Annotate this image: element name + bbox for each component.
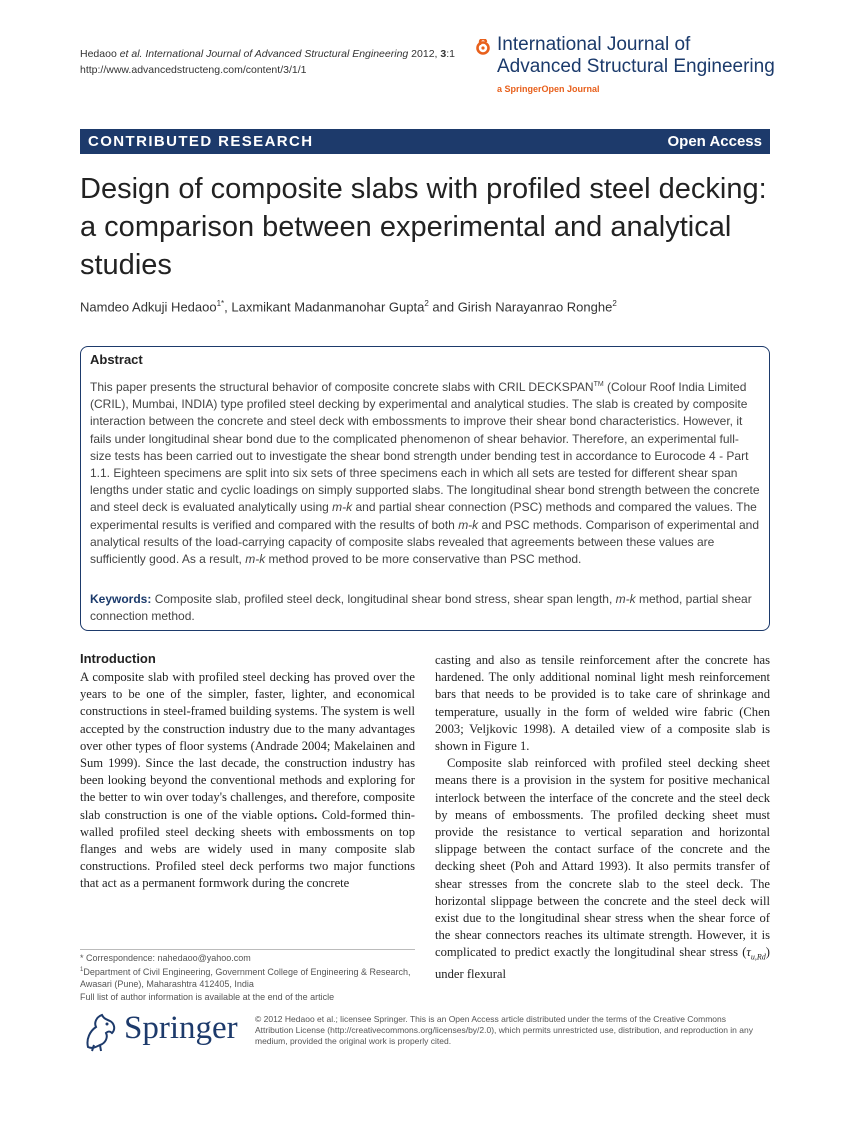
author-2: , Laxmikant Madanmanohar Gupta xyxy=(224,299,425,315)
affiliation-text: Department of Civil Engineering, Government College of Engineering & Research, Awasari (Pune), Maharashtra 412405, India xyxy=(80,967,411,990)
paragraph-text: Composite slab reinforced with profiled steel decking sheet means there is a provision in the system for positive mechanical interlock between the interface of the concrete and the steel deck by means of embossments. The profiled decking sheet must provide the resistance to vertical separation and horizontal slippage between the contact surface of the concrete and the decking sheet (Poh and Attard 1993). It also permits transfer of shear stresses from the concrete slab to the steel deck. The horizontal slippage between the concrete and the steel deck will exist due to the longitudinal shear stress when the shear force of the shear connectors reaches its ultimate strength. However, it is complicated to predict exactly the longitudinal shear stress ( xyxy=(435,756,770,960)
footnote-divider xyxy=(80,949,415,950)
affiliation-note xyxy=(80,964,420,990)
author-list xyxy=(80,295,770,316)
keywords-label: Keywords: xyxy=(90,592,152,606)
correspondence-note: * Correspondence: nahedaoo@yahoo.com xyxy=(80,953,251,963)
abstract-heading: Abstract xyxy=(90,352,143,367)
abstract-part: (Colour Roof India Limited (CRIL), Mumbai, INDIA) type profiled steel decking by experimental and analytical studies. The slab is created by composite interaction between the concrete and steel deck with embossments to improve their shear bond characteristics. However, it fails under longitudinal shear bond due to the complicated phenomenon of shear behavior. Therefore, an experimental full-size tests has been carried out to investigate the shear bond strength under bending test in accordance to Eurocode 4 - Part 1.1. Eighteen specimens are split into six sets of three specimens each in which all sets are tested for different shear span lengths under static and cyclic loadings on simply supported slabs. The longitudinal shear bond strength between the concrete and steel deck is evaluated analytically using xyxy=(90,380,760,515)
author-1: Namdeo Adkuji Hedaoo xyxy=(80,299,217,315)
citation-author: Hedaoo xyxy=(80,48,117,60)
citation-header xyxy=(80,46,455,78)
author-2-affiliation: 2 xyxy=(424,299,429,308)
license-text: © 2012 Hedaoo et al.; licensee Springer. This is an Open Access article distributed under the terms of the Creative Commons Attribution License (http://creativecommons.org/licenses/by/2.0), which permits unrestricted use, distribution, and reproduction in any medium, provided the original work is properly cited. xyxy=(255,1014,753,1046)
author-1-affiliation: 1* xyxy=(216,299,225,308)
journal-title-line1: International Journal of xyxy=(497,34,691,55)
intro-paragraph-2 xyxy=(435,755,770,983)
paragraph-text: . xyxy=(314,807,318,822)
tau-subscript: u,Rd xyxy=(750,952,766,962)
springer-horse-icon xyxy=(80,1011,120,1053)
citation-journal: et al. International Journal of Advanced Structural Engineering xyxy=(119,48,409,60)
affiliation-number: 1 xyxy=(80,967,84,974)
citation-url[interactable]: http://www.advancedstructeng.com/content/3/1/1 xyxy=(80,64,307,76)
mk-term: m-k xyxy=(615,592,636,606)
mk-term: m-k xyxy=(245,552,266,567)
mk-term: m-k xyxy=(458,517,479,532)
right-column xyxy=(435,652,770,983)
abstract-part: and partial shear connection (PSC) methods and compared the values. The experimental results is verified and compared with the results of both xyxy=(90,500,757,532)
journal-subtitle: a SpringerOpen Journal xyxy=(497,84,600,94)
open-access-label: Open Access xyxy=(667,133,762,150)
keywords-text: method, partial shear connection method. xyxy=(90,592,752,624)
paragraph-text: A composite slab with profiled steel decking has proved over the years to be one of the simpler, faster, lighter, and economical constructions in steel-framed building systems. The system is well accepted by the construction industry due to the many advantages over other types of floor systems (Andrade 2004; Makelainen and Sum 1999). Since the last decade, the construction industry has been looking beyond the conventional methods and exploring for the better to win over today's challenges, and therefore, composite slab construction is one of the viable options xyxy=(80,670,415,822)
abstract-part: and PSC methods. Comparison of experimental and analytical results of the load-carrying capacity of composite slabs revealed that agreements between these values are sufficiently good. As a result, xyxy=(90,517,760,567)
citation-volume: 3 xyxy=(440,48,447,60)
tau-symbol: τ xyxy=(746,945,751,960)
abstract-part: method proved to be more conservative than PSC method. xyxy=(265,552,582,567)
mk-term: m-k xyxy=(332,500,353,515)
introduction-heading: Introduction xyxy=(80,651,156,666)
journal-title-line2: Advanced Structural Engineering xyxy=(497,56,775,77)
author-3-affiliation: 2 xyxy=(612,299,617,308)
open-access-icon xyxy=(475,39,491,55)
springer-wordmark: Springer xyxy=(124,1010,238,1046)
journal-title xyxy=(497,34,775,78)
paragraph-text: Cold-formed thin-walled profiled steel decking sheets with embossments on top flanges and webs are widely used in many composite slab constructions. Profiled steel deck performs two major functions that act as a permanent formwork during the concrete xyxy=(80,807,415,891)
keywords-text: Composite slab, profiled steel deck, longitudinal shear bond stress, shear span length, xyxy=(151,592,616,606)
author-3: and Girish Narayanrao Ronghe xyxy=(428,299,613,315)
article-title: Design of composite slabs with profiled steel decking: a comparison between experimental and analytical studies xyxy=(80,173,767,281)
paragraph-text: ) under flexural xyxy=(435,945,770,982)
abstract-text xyxy=(90,376,760,568)
footnotes xyxy=(80,952,420,1003)
left-column xyxy=(80,669,415,893)
trademark-mark: TM xyxy=(593,381,604,388)
article-type-label: CONTRIBUTED RESEARCH xyxy=(88,133,314,150)
keywords xyxy=(90,591,760,625)
abstract-part: This paper presents the structural behavior of composite concrete slabs with CRIL DECKSPAN xyxy=(90,380,594,394)
intro-paragraph-1 xyxy=(80,669,415,893)
intro-paragraph-continued: casting and also as tensile reinforcement after the concrete has hardened. The only additional nominal light mesh reinforcement bars that needs to be provided is to take care of shrinkage and temperature, usually in the form of welded wire fabric (Chen 2003; Veljkovic 1998). A detailed view of a composite slab is shown in Figure 1. xyxy=(435,653,770,754)
citation-issue: :1 xyxy=(446,48,455,60)
author-info-note: Full list of author information is available at the end of the article xyxy=(80,991,335,1002)
citation-year: 2012, xyxy=(411,48,438,60)
